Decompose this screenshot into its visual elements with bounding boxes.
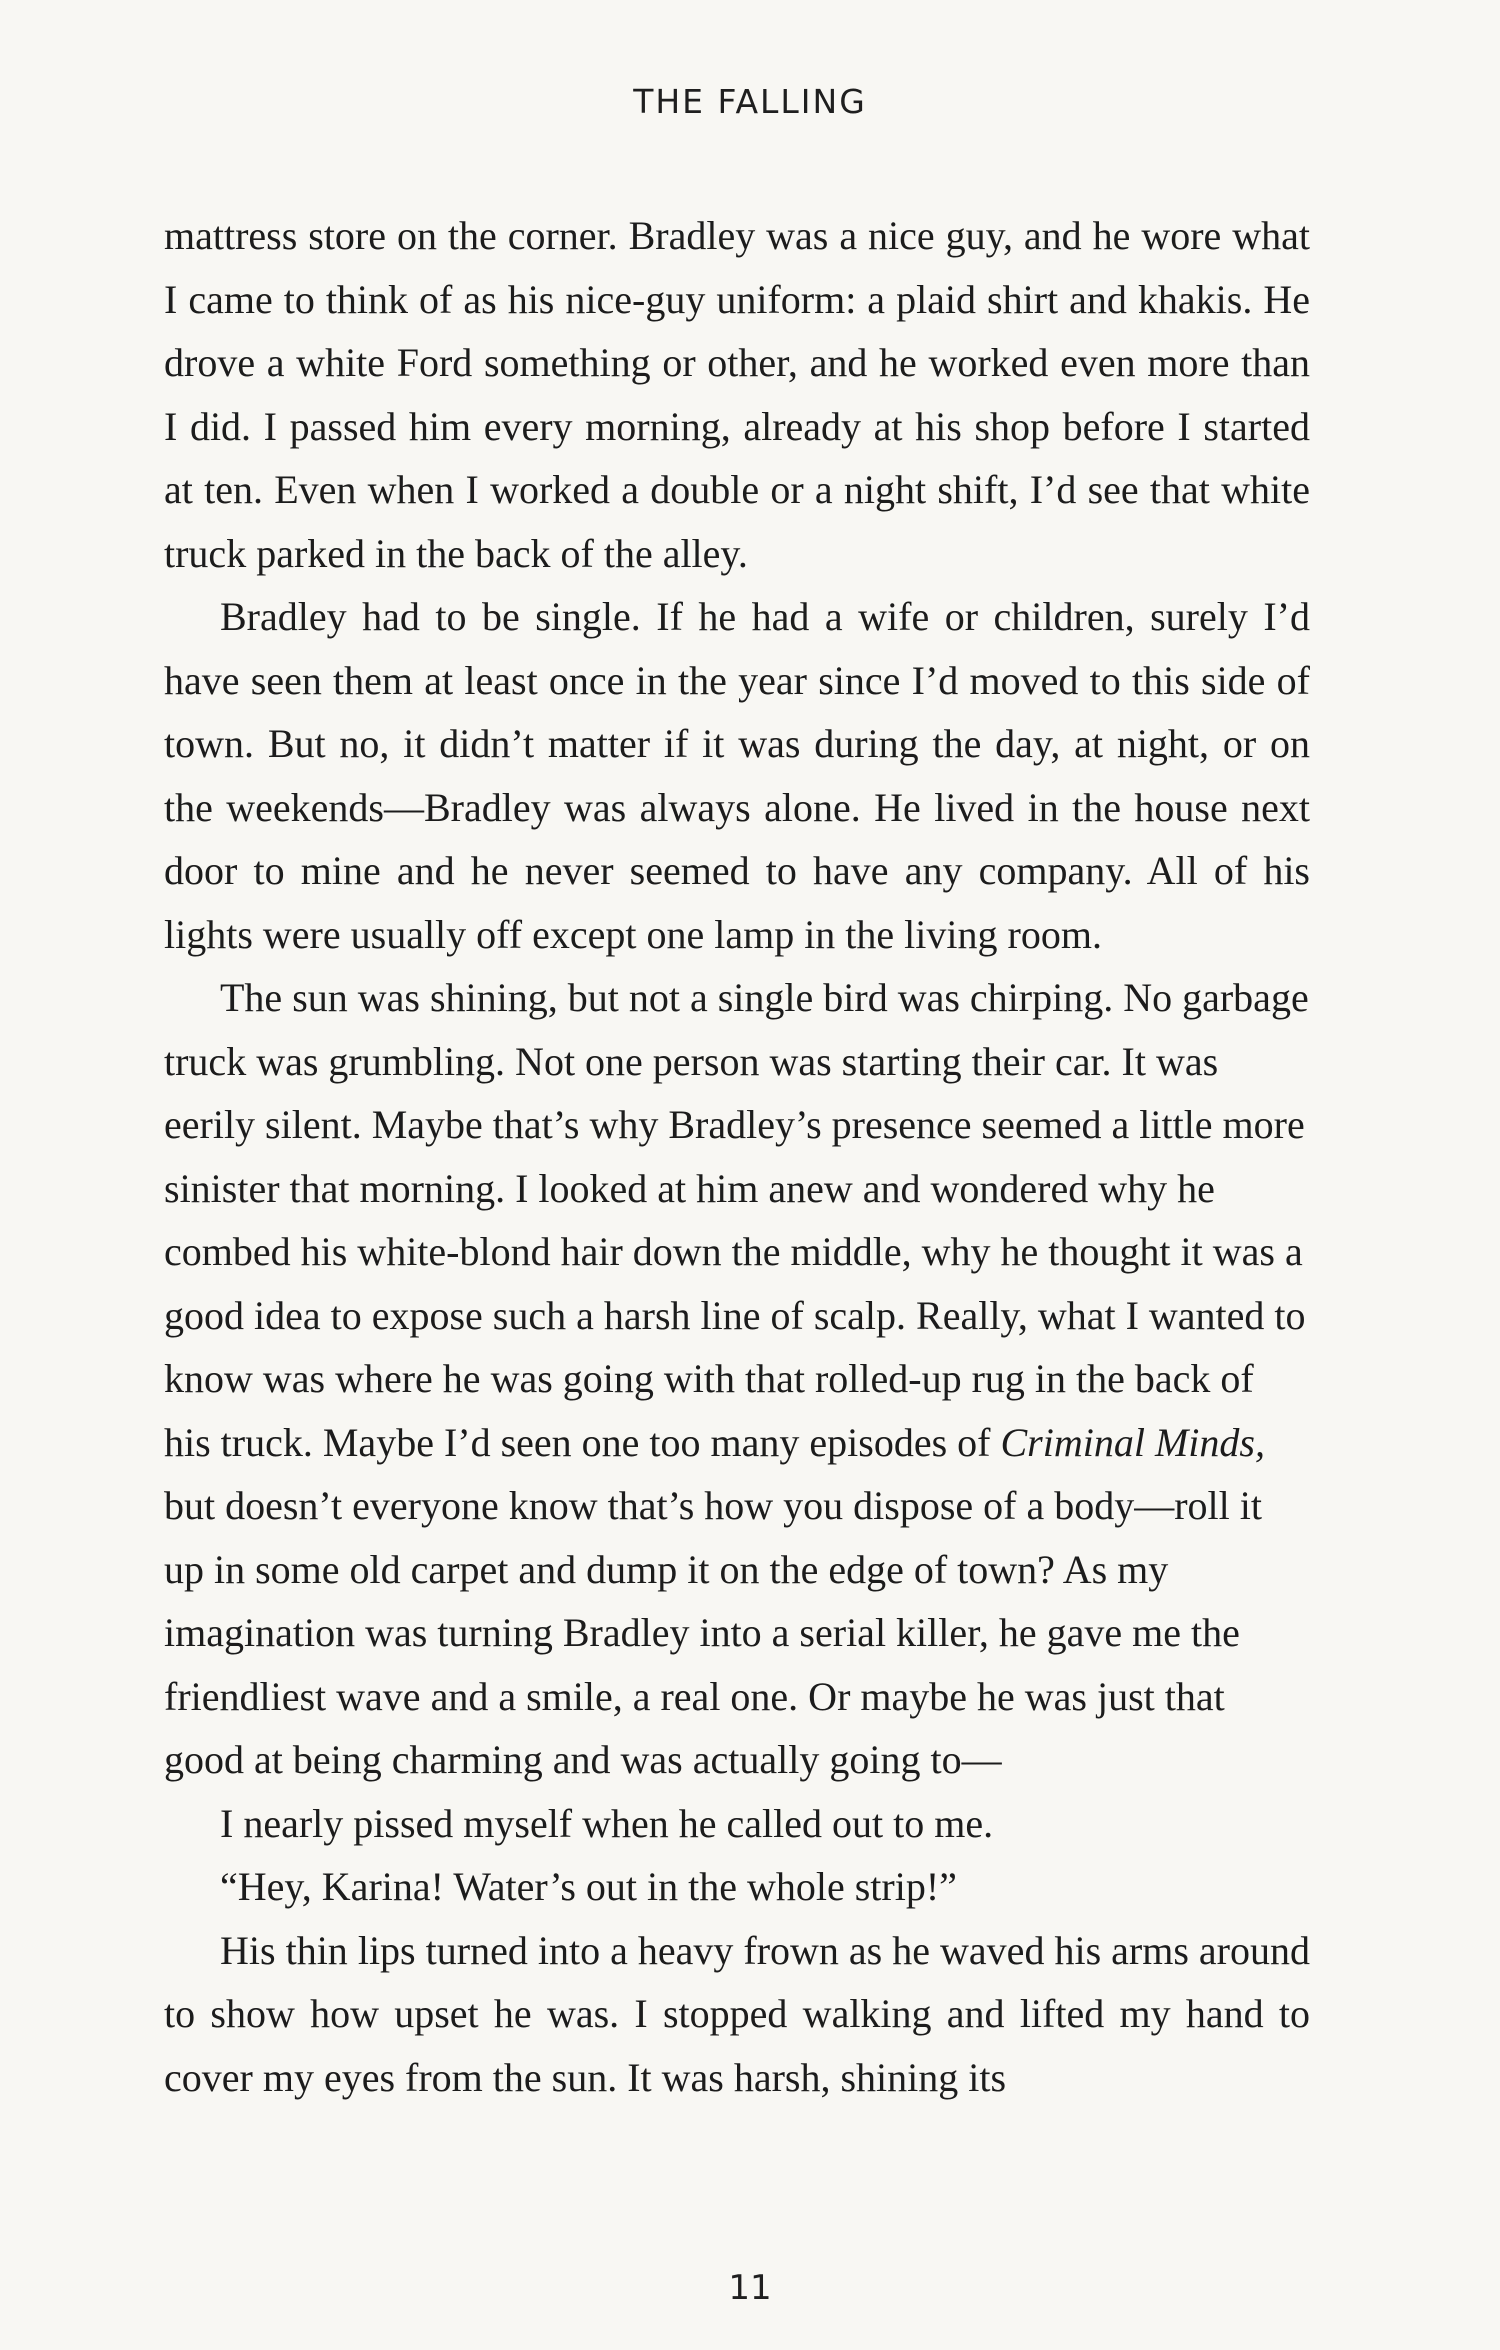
body-text: [164, 204, 1310, 2109]
paragraph-5: “Hey, Karina! Water’s out in the whole strip!”: [220, 1864, 957, 1909]
paragraph-3-italic-title: Criminal Minds,: [1000, 1419, 1265, 1465]
paragraph-4: I nearly pissed myself when he called out to me.: [220, 1800, 994, 1846]
paragraph-2: Bradley had to be single. If he had a wife or children, surely I’d have seen them at least once in the year since I’d moved to this side of town. But no, it didn’t matter if it was during the day, at night, or on the weekends—Bradley was always alone. He lived in the house next door to mine and he never seemed to have any company. All of his lights were usually off except one lamp in the living room.: [164, 594, 1310, 957]
paragraph-1: mattress store on the corner. Bradley was a nice guy, and he wore what I came to think of as his nice-guy uniform: a plaid shirt and khakis. He drove a white Ford something or other, and he worked even more than I did. I passed him every morning, already at his shop before I started at ten. Even when I worked a double or a night shift, I’d see that white truck parked in the back of the alley.: [164, 213, 1310, 576]
paragraph-3-text-after: but doesn’t everyone know that’s how you dispose of a body—roll it up in some old carpet and dump it on the edge of town? As my imagination was turning Bradley into a serial killer, he gave me the friendliest wave and a smile, a real one. Or maybe he was just that good at being charming and was actually going to—: [164, 1483, 1263, 1782]
running-head: THE FALLING: [633, 82, 867, 121]
paragraph-3: [164, 966, 1310, 1792]
page-number: 11: [728, 2268, 772, 2308]
paragraph-3-text-before: The sun was shining, but not a single bird was chirping. No garbage truck was grumbling. Not one person was starting their car. It was eerily silent. Maybe that’s why Bradley’s presence seemed a little more sinister that morning. I looked at him anew and wondered why he combed his white-blond hair down the middle, why he thought it was a good idea to expose such a harsh line of scalp. Really, what I wanted to know was where he was going with that rolled-up rug in the back of his truck. Maybe I’d seen one too many episodes of: [164, 975, 1309, 1465]
paragraph-6: His thin lips turned into a heavy frown as he waved his arms around to show how upset he was. I stopped walking and lifted my hand to cover my eyes from the sun. It was harsh, shining its: [164, 1927, 1310, 2100]
